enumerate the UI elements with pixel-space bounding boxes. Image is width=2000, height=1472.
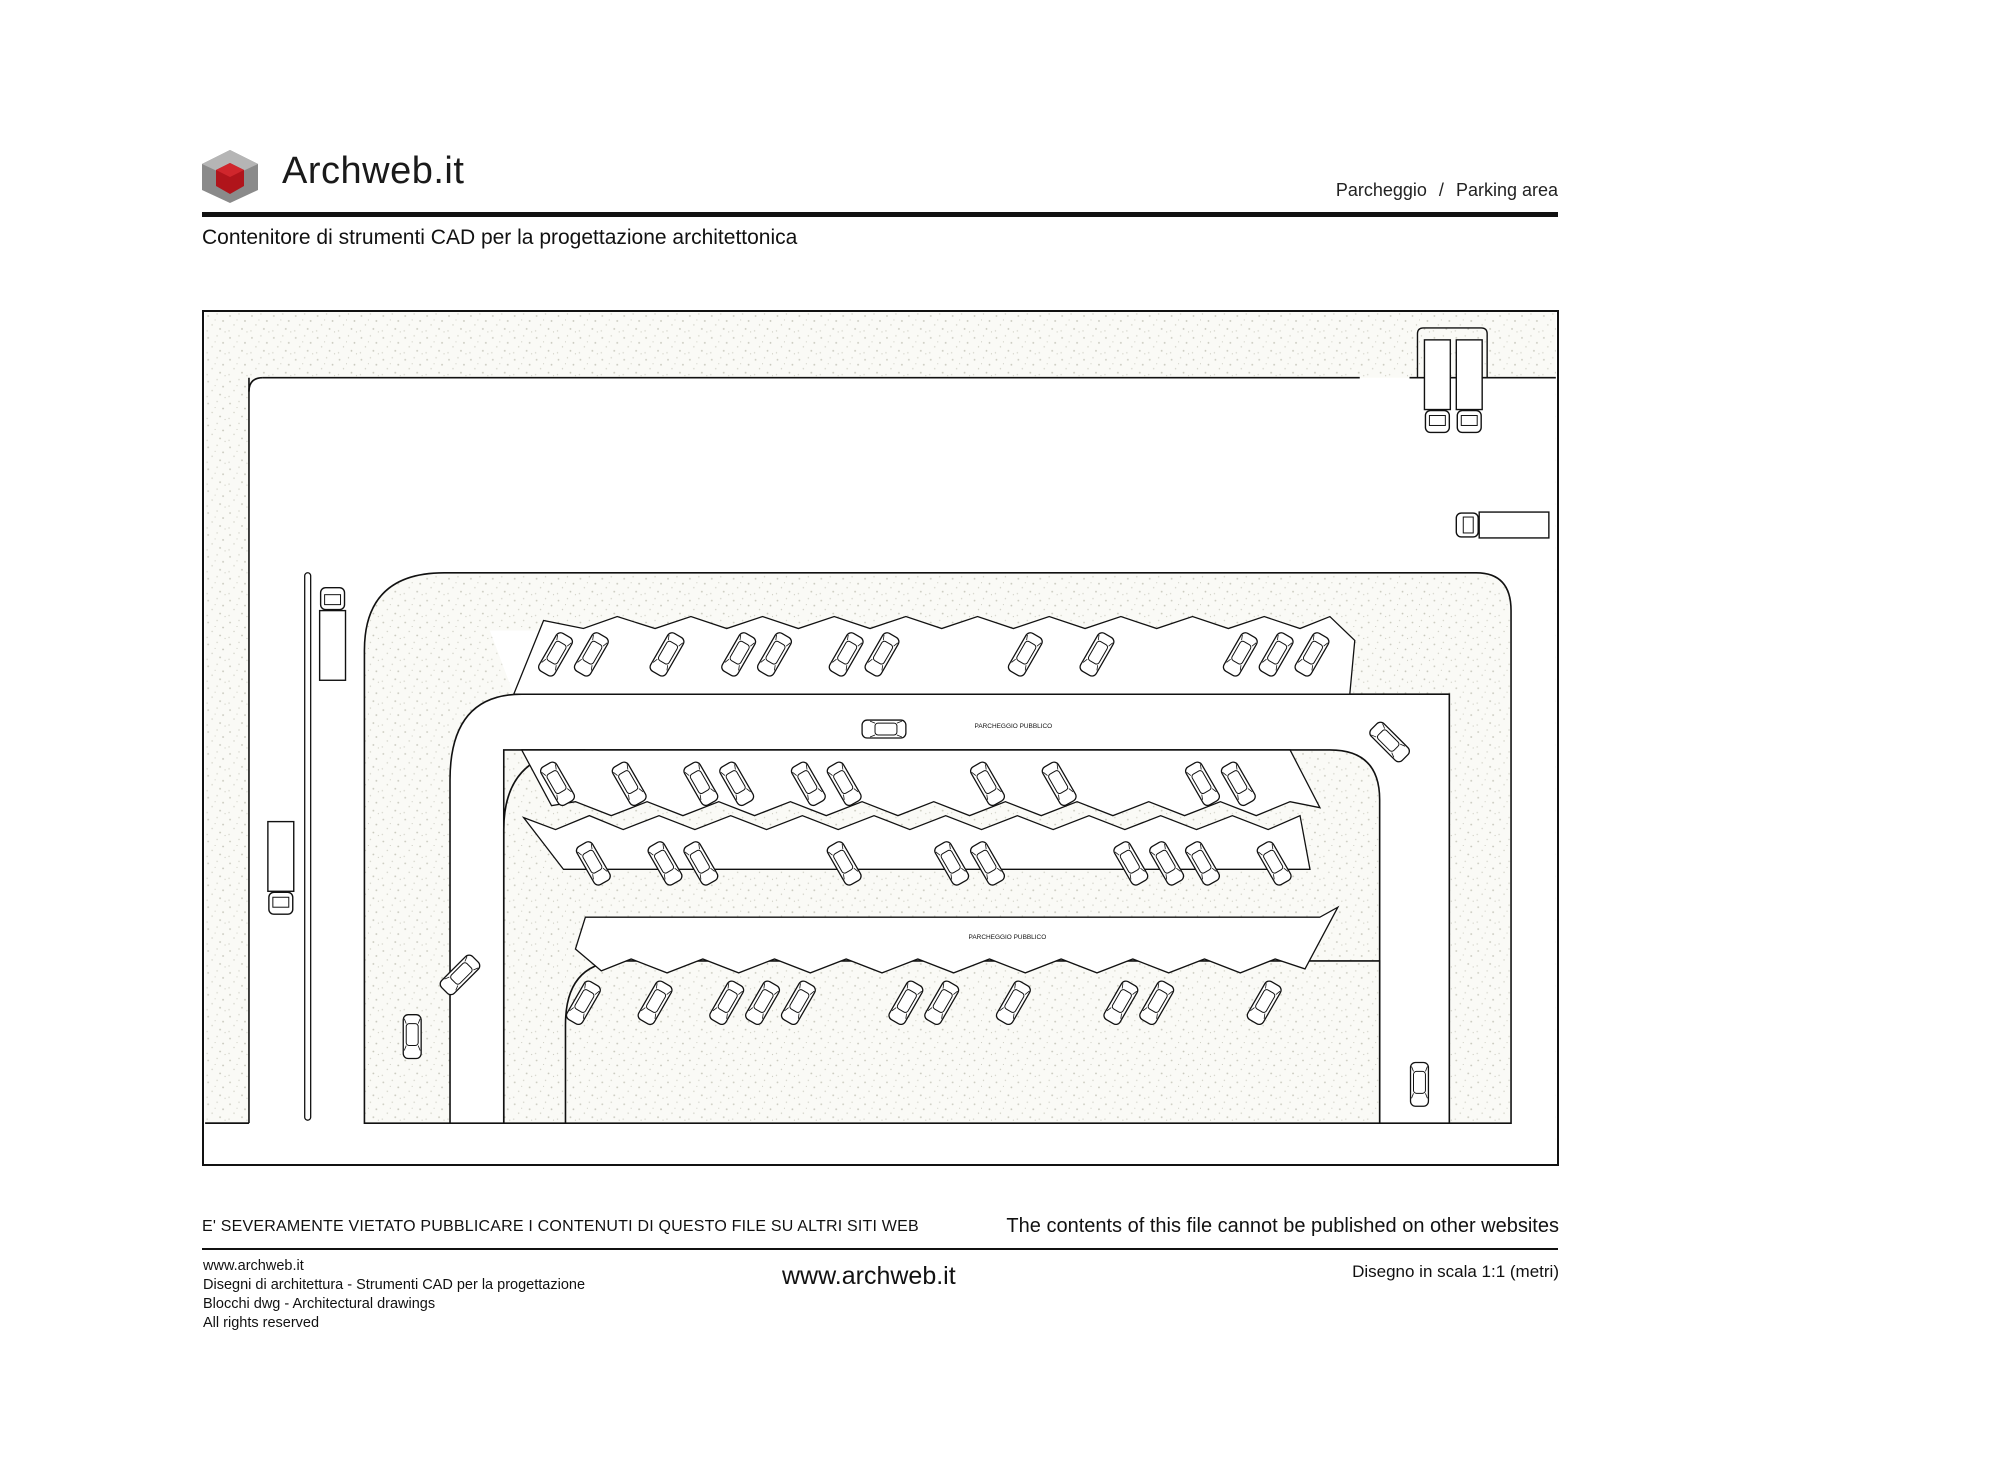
- subject-english: Parking area: [1455, 180, 1558, 200]
- tagline: Contenitore di strumenti CAD per la progettazione architettonica: [202, 226, 798, 249]
- copyright-warning-english: The contents of this file cannot be published on other websites: [1006, 1215, 1559, 1237]
- footer-line-cad: Disegni di architettura - Strumenti CAD per la progettazione: [203, 1277, 586, 1293]
- subject-italian: Parcheggio: [1335, 180, 1427, 200]
- copyright-warning-italian: E' SEVERAMENTE VIETATO PUBBLICARE I CONTENUTI DI QUESTO FILE SU ALTRI SITI WEB: [202, 1218, 919, 1235]
- brand-name[interactable]: Archweb.it: [282, 150, 465, 192]
- truck-left-road-lower: [268, 822, 294, 915]
- truck-left-road-upper: [320, 588, 346, 681]
- moving-car: [862, 720, 906, 738]
- footer-website-link[interactable]: www.archweb.it: [203, 1258, 304, 1274]
- road-car: [403, 1015, 421, 1059]
- road-car: [1411, 1062, 1429, 1106]
- footer-site-center[interactable]: www.archweb.it: [782, 1262, 956, 1290]
- archweb-logo-icon: [200, 148, 260, 204]
- truck-right-road: [1456, 512, 1549, 538]
- header-rule: [202, 212, 1558, 217]
- footer-line-rights: All rights reserved: [203, 1315, 320, 1331]
- subject-separator: /: [1438, 180, 1444, 200]
- truck-parked-top-right-1: [1424, 340, 1450, 433]
- lot-label-bottom: PARCHEGGIO PUBBLICO: [968, 934, 1047, 942]
- scale-note: Disegno in scala 1:1 (metri): [1352, 1262, 1559, 1281]
- footer-rule: [202, 1248, 1558, 1250]
- truck-parked-top-right-2: [1456, 340, 1482, 433]
- footer-line-blocks: Blocchi dwg - Architectural drawings: [203, 1296, 436, 1312]
- document-subject: [1336, 180, 1558, 201]
- parking-plan-drawing: [202, 310, 1559, 1166]
- lot-label-top: PARCHEGGIO PUBBLICO: [974, 723, 1053, 731]
